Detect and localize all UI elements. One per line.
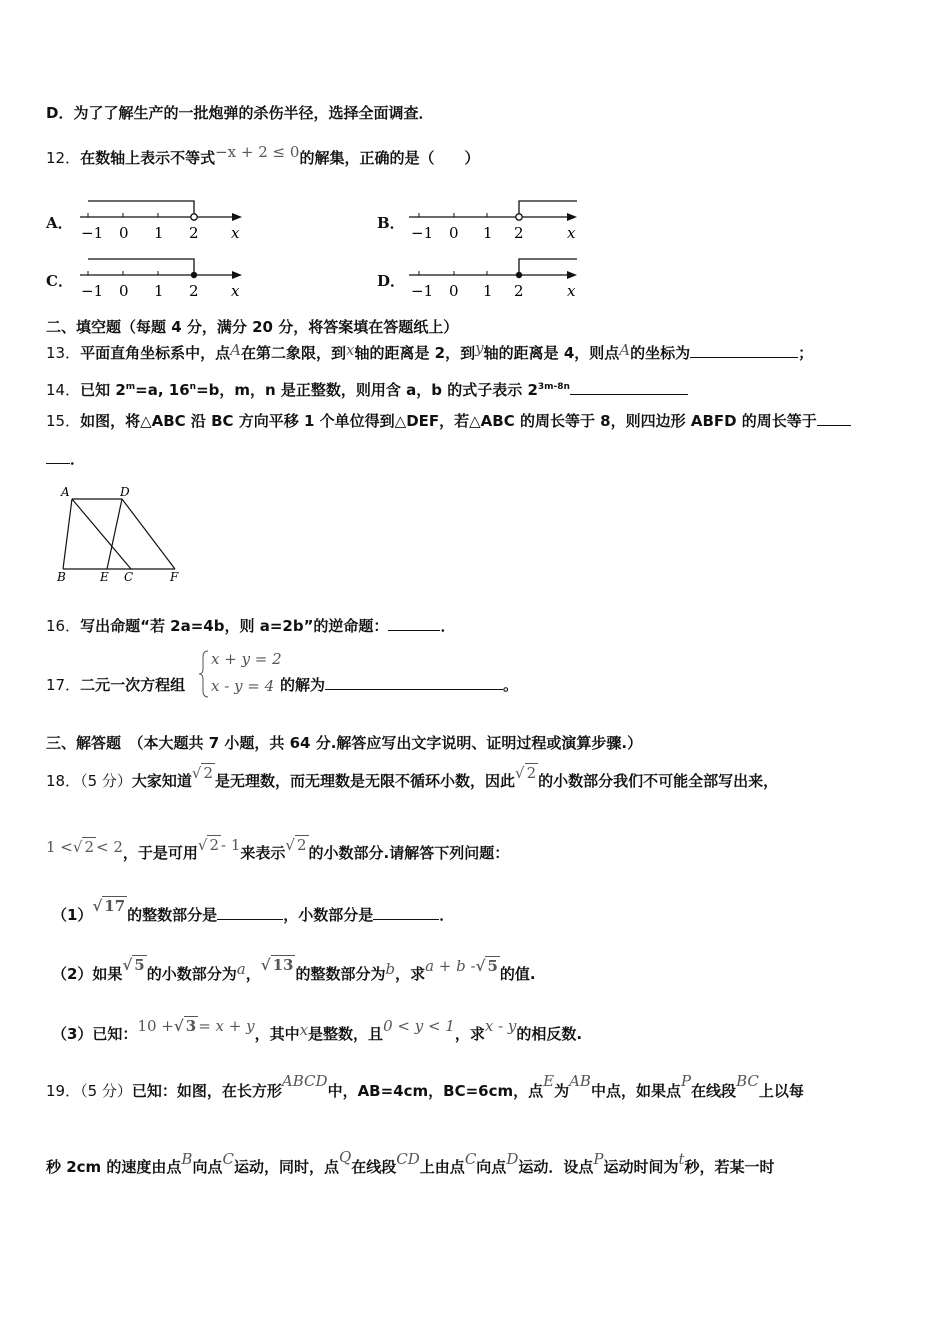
question-number: 17．: [46, 676, 81, 694]
text: 向点: [192, 1158, 223, 1176]
superscript: m: [125, 382, 136, 392]
axis-var: x: [567, 282, 576, 300]
sqrt-2: √ 2: [191, 764, 214, 782]
text: 的小数部分我们不可能全部写出来，: [538, 772, 779, 790]
sqrt-5: √ 5: [475, 957, 498, 975]
text: 为: [554, 1082, 570, 1100]
var-x: x: [345, 341, 355, 359]
tick-label: 1: [154, 224, 164, 242]
question-18-part3: [52, 1017, 583, 1044]
text: 的解为: [280, 676, 326, 694]
answer-blank[interactable]: [690, 343, 798, 358]
answer-blank[interactable]: [817, 411, 851, 426]
var-P: P: [680, 1072, 692, 1090]
answer-blank-cont: [46, 449, 70, 464]
sqrt-17: √ 17: [92, 897, 126, 915]
var-b: b: [385, 960, 396, 978]
text: 的小数部分为: [146, 965, 237, 983]
answer-blank[interactable]: [217, 905, 283, 920]
text: ．: [439, 906, 455, 924]
text: ；: [798, 344, 814, 362]
text: 中，AB=4cm，BC=6cm，点: [327, 1082, 544, 1100]
brace-icon: [198, 649, 210, 699]
section-3-title: 三、解答题 （本大题共 7 小题，共 64 分.解答应写出文字说明、证明过程或演算步骤.）: [46, 734, 643, 752]
tick-label: 2: [514, 224, 524, 242]
math: AB: [569, 1072, 591, 1090]
var-y: y: [475, 339, 484, 357]
text: 已知：如图，在长方形: [131, 1082, 282, 1100]
tick-label: −1: [411, 282, 434, 300]
axis-var: x: [231, 282, 240, 300]
part-label: （2）如果: [52, 965, 123, 983]
question-13: [46, 339, 814, 363]
question-18-line2: [46, 836, 510, 863]
math: 10 +: [137, 1017, 174, 1035]
translation-figure: [52, 485, 192, 585]
sqrt-2: √ 2: [197, 836, 220, 854]
var-C: C: [222, 1150, 234, 1168]
text: 的相反数.: [516, 1025, 583, 1043]
text: ．: [70, 450, 86, 468]
option-c-label: C．: [46, 272, 73, 290]
question-19-line2: [46, 1148, 775, 1177]
option-text: 为了了解生产的一批炮弹的杀伤半径，选择全面调查．: [73, 104, 434, 122]
sqrt-13: √ 13: [260, 956, 294, 974]
answer-blank[interactable]: [388, 616, 440, 631]
math: 0 < y < 1: [383, 1017, 455, 1035]
text: 轴的距离是 2，到: [354, 344, 476, 362]
var-C: C: [464, 1150, 477, 1168]
text: 轴的距离是 4，则点: [483, 344, 620, 362]
tick-label: 2: [189, 224, 199, 242]
text: 运动．设点: [518, 1158, 594, 1176]
text: 运动时间为: [603, 1158, 679, 1176]
var-P: P: [593, 1150, 604, 1168]
text: 已知 2: [80, 381, 126, 399]
number-line-d: [407, 252, 582, 302]
tick-label: 0: [119, 282, 129, 300]
text: 来表示: [240, 844, 286, 862]
score: （5 分）: [80, 1082, 132, 1100]
number-line-b: [407, 194, 582, 244]
question-number: 14．: [46, 381, 81, 399]
text: =b，m，n 是正整数，则用含 a，b 的式子表示 2: [196, 381, 538, 399]
text: 是整数，且: [308, 1025, 384, 1043]
tick-label: 1: [483, 224, 493, 242]
text: =a, 16: [135, 381, 190, 399]
option-b-label: B．: [377, 214, 405, 232]
text: 运动，同时，点: [233, 1158, 339, 1176]
sqrt-2: √ 2: [285, 836, 307, 854]
point-C: C: [124, 570, 134, 584]
var-B: B: [181, 1150, 193, 1168]
var-A: A: [230, 341, 241, 359]
text: 上以每: [758, 1082, 804, 1100]
axis-var: x: [231, 224, 240, 242]
var-D: D: [506, 1150, 519, 1168]
text: 如图，将△ABC 沿 BC 方向平移 1 个单位得到△DEF，若△ABC 的周长等于 8，则四边形 ABFD 的周长等于: [80, 412, 817, 430]
point-B: B: [57, 570, 66, 584]
section-2-title: 二、填空题（每题 4 分，满分 20 分，将答案填在答题纸上）: [46, 318, 459, 336]
question-18-line1: [46, 764, 779, 791]
text: ，: [245, 965, 261, 983]
text: ，求: [395, 965, 426, 983]
text: ，其中: [254, 1025, 300, 1043]
inequality-expr: −x + 2 ≤ 0: [215, 143, 300, 161]
score: （5 分）: [80, 772, 132, 790]
equation-2: x - y = 4: [211, 677, 275, 695]
text: 在第二象限，到: [240, 344, 346, 362]
tick-label: 0: [119, 224, 129, 242]
math: ABCD: [281, 1072, 328, 1090]
math: BC: [736, 1072, 759, 1090]
question-19-line1: [46, 1072, 804, 1101]
number-line-a: [76, 194, 248, 244]
point-A: A: [61, 485, 70, 499]
sqrt-3: √ 3: [173, 1017, 197, 1035]
math: 1 <: [46, 838, 73, 856]
question-15: [46, 411, 851, 431]
text: 秒 2cm 的速度由点: [46, 1158, 182, 1176]
option-label: D．: [46, 104, 74, 122]
question-number: 19．: [46, 1082, 81, 1100]
tick-label: 1: [154, 282, 164, 300]
text: 是无理数，而无理数是无限不循环小数，因此: [215, 772, 516, 790]
var-t: t: [678, 1150, 685, 1168]
text: 上由点: [419, 1158, 465, 1176]
question-text-end: 的解集，正确的是（ ）: [299, 149, 480, 167]
answer-blank[interactable]: [570, 380, 688, 395]
tick-label: 2: [189, 282, 199, 300]
equation-1: x + y = 2: [211, 650, 282, 668]
point-F: F: [170, 570, 179, 584]
point-D: D: [120, 485, 130, 499]
var-a: a: [236, 960, 246, 978]
question-16: [46, 616, 455, 636]
var-x: x: [299, 1021, 309, 1039]
question-18-part1: [52, 897, 455, 925]
answer-blank[interactable]: [325, 675, 503, 690]
text: 写出命题“若 2a=4b，则 a=2b”的逆命题：: [80, 617, 389, 635]
text: ，求: [454, 1025, 485, 1043]
tick-label: 0: [449, 224, 459, 242]
tick-label: −1: [81, 282, 104, 300]
question-number: 16．: [46, 617, 81, 635]
superscript: 3m-8n: [537, 382, 570, 392]
text: 的值.: [499, 965, 536, 983]
text: 向点: [476, 1158, 507, 1176]
text: 秒，若某一时: [684, 1158, 775, 1176]
text: ，小数部分是: [283, 906, 374, 924]
question-17: [46, 675, 185, 695]
superscript: n: [189, 382, 197, 392]
var-A: A: [619, 341, 631, 359]
text: 的小数部分.请解答下列问题：: [308, 844, 510, 862]
text: ，于是可用: [122, 844, 198, 862]
number-line-c: [76, 252, 248, 302]
sqrt-5: √ 5: [122, 956, 145, 974]
math: - 1: [221, 836, 241, 854]
var-Q: Q: [338, 1148, 352, 1166]
option-d-label: D．: [377, 272, 406, 290]
math: = x + y: [198, 1017, 255, 1035]
text: 二元一次方程组: [80, 676, 186, 694]
tick-label: 1: [483, 282, 493, 300]
text: 的整数部分是: [127, 906, 218, 924]
question-17-end: [280, 675, 518, 695]
answer-blank[interactable]: [373, 905, 439, 920]
text: 的整数部分为: [295, 965, 386, 983]
var-E: E: [543, 1072, 555, 1090]
question-number: 12．: [46, 149, 81, 167]
text: ．: [440, 617, 456, 635]
axis-var: x: [567, 224, 576, 242]
math: x - y: [484, 1017, 517, 1035]
question-18-part2: [52, 956, 536, 984]
math: < 2: [96, 838, 123, 856]
question-number: 13．: [46, 344, 81, 362]
text: 平面直角坐标系中，点: [80, 344, 231, 362]
tick-label: −1: [411, 224, 434, 242]
sqrt-2: √ 2: [515, 764, 537, 782]
question-text: 在数轴上表示不等式: [80, 149, 216, 167]
tick-label: 2: [514, 282, 524, 300]
text: 中点，如果点: [590, 1082, 681, 1100]
tick-label: 0: [449, 282, 459, 300]
question-14: [46, 377, 688, 400]
part-label: （1）: [52, 906, 93, 924]
option-d-line: [46, 103, 433, 123]
point-E: E: [100, 570, 109, 584]
text: 在线段: [351, 1158, 397, 1176]
tick-label: −1: [81, 224, 104, 242]
part-label: （3）已知：: [52, 1025, 138, 1043]
math: a + b -: [425, 957, 476, 975]
question-number: 15．: [46, 412, 81, 430]
option-a-label: A．: [46, 214, 73, 232]
text: 。: [503, 676, 519, 694]
question-number: 18．: [46, 772, 81, 790]
text: 在线段: [691, 1082, 737, 1100]
text: 大家知道: [131, 772, 192, 790]
question-12: [46, 143, 480, 168]
math: CD: [396, 1150, 420, 1168]
sqrt-2: √ 2: [72, 838, 94, 856]
question-15-tail: [46, 449, 85, 469]
text: 的坐标为: [630, 344, 691, 362]
